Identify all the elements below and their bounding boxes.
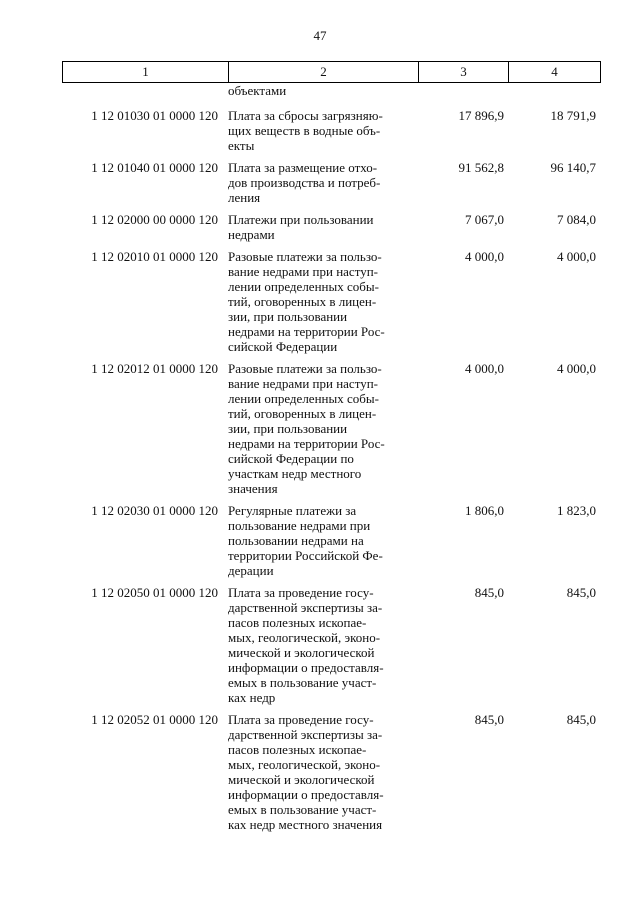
revenue-name-line: Разовые платежи за пользо- <box>228 249 382 264</box>
revenue-name-line: вание недрами при наступ- <box>228 264 379 279</box>
value-column-3: 17 896,9 <box>458 108 504 123</box>
revenue-name-line: зии, при пользовании <box>228 421 348 436</box>
revenue-name-line: екты <box>228 138 255 153</box>
column-header-2: 2 <box>229 62 419 83</box>
revenue-name-line: дов производства и потреб- <box>228 175 381 190</box>
revenue-name-line: Плата за сбросы загрязняю- <box>228 108 383 123</box>
value-column-3: 845,0 <box>474 712 504 727</box>
revenue-name-line: пасов полезных ископае- <box>228 742 367 757</box>
revenue-name-line: мической и экологической <box>228 645 375 660</box>
revenue-name-line: Платежи при пользовании <box>228 212 374 227</box>
revenue-name <box>228 503 418 585</box>
value-column-3: 845,0 <box>474 585 504 600</box>
revenue-name-line: пользование недрами при <box>228 518 371 533</box>
table-row <box>62 712 600 839</box>
revenue-name-line: вание недрами при наступ- <box>228 376 379 391</box>
revenue-name-line: зии, при пользовании <box>228 309 348 324</box>
revenue-name-line: щих веществ в водные объ- <box>228 123 381 138</box>
revenue-name-line: лении определенных собы- <box>228 391 379 406</box>
table-row <box>62 160 600 212</box>
revenue-name-line: пасов полезных ископае- <box>228 615 367 630</box>
revenue-name-line: недрами на территории Рос- <box>228 436 385 451</box>
revenue-name-line: Плата за проведение госу- <box>228 712 374 727</box>
budget-code: 1 12 02012 01 0000 120 <box>91 361 218 376</box>
table-row <box>62 503 600 585</box>
revenue-name-line: сийской Федерации по <box>228 451 354 466</box>
value-column-3: 1 806,0 <box>465 503 504 518</box>
revenue-name-line: мической и экологической <box>228 772 375 787</box>
table-header <box>62 61 601 83</box>
value-column-4: 7 084,0 <box>557 212 596 227</box>
revenue-name-line: информации о предоставля- <box>228 787 384 802</box>
budget-table <box>62 83 600 839</box>
revenue-name-line: Регулярные платежи за <box>228 503 357 518</box>
revenue-name <box>228 585 418 712</box>
value-column-4: 1 823,0 <box>557 503 596 518</box>
revenue-name-line: емых в пользование участ- <box>228 802 377 817</box>
value-column-4: 4 000,0 <box>557 361 596 376</box>
value-column-4: 18 791,9 <box>550 108 596 123</box>
revenue-name-line: значения <box>228 481 278 496</box>
value-column-4: 845,0 <box>566 585 596 600</box>
table-row <box>62 212 600 249</box>
revenue-name-line: тий, оговоренных в лицен- <box>228 406 377 421</box>
revenue-name-line: недрами <box>228 227 275 242</box>
value-column-3: 7 067,0 <box>465 212 504 227</box>
budget-code: 1 12 01030 01 0000 120 <box>91 108 218 123</box>
continuation-row <box>62 83 600 108</box>
revenue-name-line: территории Российской Фе- <box>228 548 383 563</box>
budget-code: 1 12 01040 01 0000 120 <box>91 160 218 175</box>
budget-code: 1 12 02010 01 0000 120 <box>91 249 218 264</box>
revenue-name-line: пользовании недрами на <box>228 533 364 548</box>
revenue-name-line: Разовые платежи за пользо- <box>228 361 382 376</box>
column-header-4: 4 <box>509 62 601 83</box>
revenue-name-line: дарственной экспертизы за- <box>228 600 383 615</box>
revenue-name-line: мых, геологической, эконо- <box>228 757 381 772</box>
revenue-name-line: ках недр местного значения <box>228 817 383 832</box>
value-column-4: 4 000,0 <box>557 249 596 264</box>
value-column-3: 91 562,8 <box>458 160 504 175</box>
revenue-name-line: мых, геологической, эконо- <box>228 630 381 645</box>
table-row <box>62 585 600 712</box>
revenue-name-line: недрами на территории Рос- <box>228 324 385 339</box>
budget-code: 1 12 02052 01 0000 120 <box>91 712 218 727</box>
revenue-name <box>228 108 418 160</box>
value-column-3: 4 000,0 <box>465 249 504 264</box>
continuation-text: объектами <box>228 83 287 98</box>
table-row <box>62 249 600 361</box>
revenue-name <box>228 212 418 249</box>
revenue-name-line: дерации <box>228 563 274 578</box>
revenue-name-line: Плата за размещение отхо- <box>228 160 378 175</box>
revenue-name-line: ления <box>228 190 261 205</box>
revenue-name-line: лении определенных собы- <box>228 279 379 294</box>
table-row <box>62 108 600 160</box>
column-header-3: 3 <box>419 62 509 83</box>
revenue-name-line: тий, оговоренных в лицен- <box>228 294 377 309</box>
revenue-name <box>228 249 418 361</box>
page-number: 47 <box>313 28 327 43</box>
column-header-1: 1 <box>63 62 229 83</box>
revenue-name-line: информации о предоставля- <box>228 660 384 675</box>
revenue-name <box>228 712 418 839</box>
budget-code: 1 12 02000 00 0000 120 <box>91 212 218 227</box>
value-column-3: 4 000,0 <box>465 361 504 376</box>
revenue-name <box>228 160 418 212</box>
revenue-name-line: дарственной экспертизы за- <box>228 727 383 742</box>
budget-code: 1 12 02050 01 0000 120 <box>91 585 218 600</box>
revenue-name-line: сийской Федерации <box>228 339 338 354</box>
revenue-name-line: Плата за проведение госу- <box>228 585 374 600</box>
revenue-name-line: емых в пользование участ- <box>228 675 377 690</box>
value-column-4: 845,0 <box>566 712 596 727</box>
revenue-name <box>228 361 418 503</box>
budget-code: 1 12 02030 01 0000 120 <box>91 503 218 518</box>
revenue-name-line: участкам недр местного <box>228 466 362 481</box>
table-row <box>62 361 600 503</box>
revenue-name-line: ках недр <box>228 690 276 705</box>
value-column-4: 96 140,7 <box>550 160 596 175</box>
